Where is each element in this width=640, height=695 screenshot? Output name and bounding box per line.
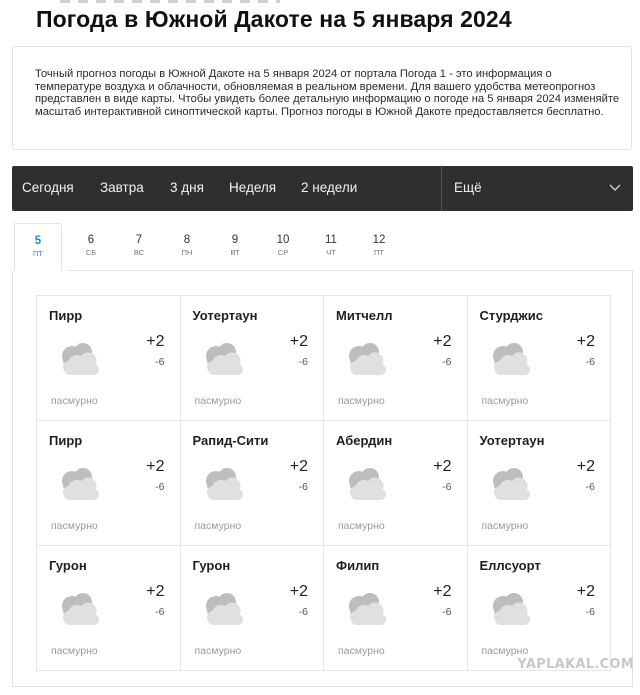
intro-box (12, 46, 632, 150)
day-number: 9 (231, 234, 239, 246)
condition-label: пасмурно (194, 520, 242, 532)
city-name: Митчелл (336, 308, 393, 323)
city-name: Еллсуорт (479, 558, 541, 573)
temp-min: -6 (298, 606, 308, 618)
cloudy-icon (342, 465, 390, 503)
cloudy-icon (342, 340, 390, 378)
condition-label: пасмурно (481, 395, 529, 407)
nav-3-days[interactable]: 3 дня (170, 180, 204, 195)
temp-max: +2 (433, 583, 452, 600)
day-weekday: ПТ (33, 249, 43, 258)
temp-min: -6 (155, 356, 165, 368)
day-weekday: СР (277, 248, 289, 257)
day-tab-12[interactable] (355, 223, 403, 271)
city-name: Гурон (192, 558, 231, 573)
nav-week[interactable]: Неделя (229, 180, 277, 195)
day-number: 10 (276, 234, 290, 246)
breadcrumb (60, 0, 280, 3)
city-name: Пирр (49, 308, 83, 323)
cloudy-icon (486, 340, 534, 378)
city-name: Пирр (49, 433, 83, 448)
cloudy-icon (486, 465, 534, 503)
city-card[interactable] (37, 296, 181, 421)
condition-label: пасмурно (338, 395, 385, 407)
temp-min: -6 (585, 356, 595, 368)
day-weekday: ВС (133, 248, 145, 257)
cloudy-icon (199, 590, 247, 628)
temp-max: +2 (289, 333, 308, 350)
temp-max: +2 (146, 333, 165, 350)
day-number: 5 (34, 235, 42, 247)
condition-label: пасмурно (481, 645, 529, 657)
chevron-down-icon[interactable] (608, 180, 622, 194)
city-card[interactable] (468, 296, 612, 421)
temp-min: -6 (585, 481, 595, 493)
city-name: Абердин (336, 433, 393, 448)
temp-max: +2 (576, 333, 595, 350)
nav-divider (441, 166, 442, 211)
day-tab-10[interactable] (259, 223, 307, 271)
temp-max: +2 (289, 583, 308, 600)
cloudy-icon (199, 340, 247, 378)
cloudy-icon (55, 465, 103, 503)
condition-label: пасмурно (51, 520, 98, 532)
nav-more-dropdown[interactable]: Ещё (454, 180, 482, 195)
cloudy-icon (486, 590, 534, 628)
temp-min: -6 (155, 481, 165, 493)
day-tab-7[interactable] (115, 223, 163, 271)
cloudy-icon (55, 590, 103, 628)
nav-today[interactable]: Сегодня (22, 180, 74, 195)
day-tab-9[interactable] (211, 223, 259, 271)
city-card[interactable] (181, 546, 325, 671)
day-tabs (12, 223, 633, 271)
city-name: Филип (336, 558, 380, 573)
city-card[interactable] (324, 546, 468, 671)
city-name: Уотертаун (479, 433, 545, 448)
condition-label: пасмурно (481, 520, 529, 532)
day-tab-11[interactable] (307, 223, 355, 271)
temp-max: +2 (576, 583, 595, 600)
intro-text: Точный прогноз погоды в Южной Дакоте на 5 января 2024 от портала Погода 1 - это информация о температуре воздуха и облачности, обновляемая в реальном времени. Для вашего удобства метеопрогноз представлен в виде карты. Чтобы увидеть более детальную информацию о погоде на 5 января 2024 изменяйте масштаб интерактивной синоптической карты. Прогноз погоды в Южной Дакоте предоставляется бесплатно. (35, 68, 620, 118)
day-tab-8[interactable] (163, 223, 211, 271)
temp-min: -6 (585, 606, 595, 618)
temp-min: -6 (442, 481, 452, 493)
city-forecast-grid (36, 295, 611, 672)
day-weekday: ПН (181, 248, 193, 257)
day-number: 8 (183, 234, 191, 246)
nav-tomorrow[interactable]: Завтра (100, 180, 144, 195)
day-weekday: ВТ (230, 248, 240, 257)
city-name: Рапид-Сити (192, 433, 269, 448)
city-card[interactable] (324, 421, 468, 546)
temp-max: +2 (146, 583, 165, 600)
cloudy-icon (342, 590, 390, 628)
city-card[interactable] (181, 421, 325, 546)
temp-max: +2 (433, 458, 452, 475)
city-card[interactable] (37, 421, 181, 546)
temp-min: -6 (442, 606, 452, 618)
condition-label: пасмурно (194, 395, 242, 407)
city-name: Уотертаун (192, 308, 258, 323)
temp-min: -6 (442, 356, 452, 368)
temp-max: +2 (576, 458, 595, 475)
city-card[interactable] (324, 296, 468, 421)
temp-min: -6 (298, 481, 308, 493)
city-name: Стурджис (479, 308, 543, 323)
condition-label: пасмурно (51, 395, 98, 407)
day-number: 7 (135, 234, 143, 246)
condition-label: пасмурно (51, 645, 98, 657)
period-navbar (12, 166, 633, 211)
temp-max: +2 (433, 333, 452, 350)
day-tab-6[interactable] (67, 223, 115, 271)
day-number: 12 (372, 234, 386, 246)
temp-max: +2 (289, 458, 308, 475)
condition-label: пасмурно (338, 520, 385, 532)
day-weekday: ЧТ (326, 248, 336, 257)
city-card[interactable] (468, 421, 612, 546)
temp-max: +2 (146, 458, 165, 475)
day-number: 11 (325, 234, 337, 246)
cloudy-icon (199, 465, 247, 503)
city-name: Гурон (49, 558, 87, 573)
day-weekday: ПТ (374, 248, 384, 257)
page-title: Погода в Южной Дакоте на 5 января 2024 (36, 6, 512, 32)
day-tab-5[interactable] (14, 223, 62, 272)
temp-min: -6 (155, 606, 165, 618)
cloudy-icon (55, 340, 103, 378)
nav-2-weeks[interactable]: 2 недели (301, 180, 358, 195)
city-card[interactable] (181, 296, 325, 421)
condition-label: пасмурно (338, 645, 385, 657)
condition-label: пасмурно (194, 645, 242, 657)
day-weekday: СБ (85, 248, 97, 257)
forecast-panel (12, 271, 633, 687)
day-number: 6 (87, 234, 95, 246)
temp-min: -6 (298, 356, 308, 368)
city-card[interactable] (37, 546, 181, 671)
watermark: YAPLAKAL.COM (517, 657, 634, 672)
city-card[interactable] (468, 546, 612, 671)
